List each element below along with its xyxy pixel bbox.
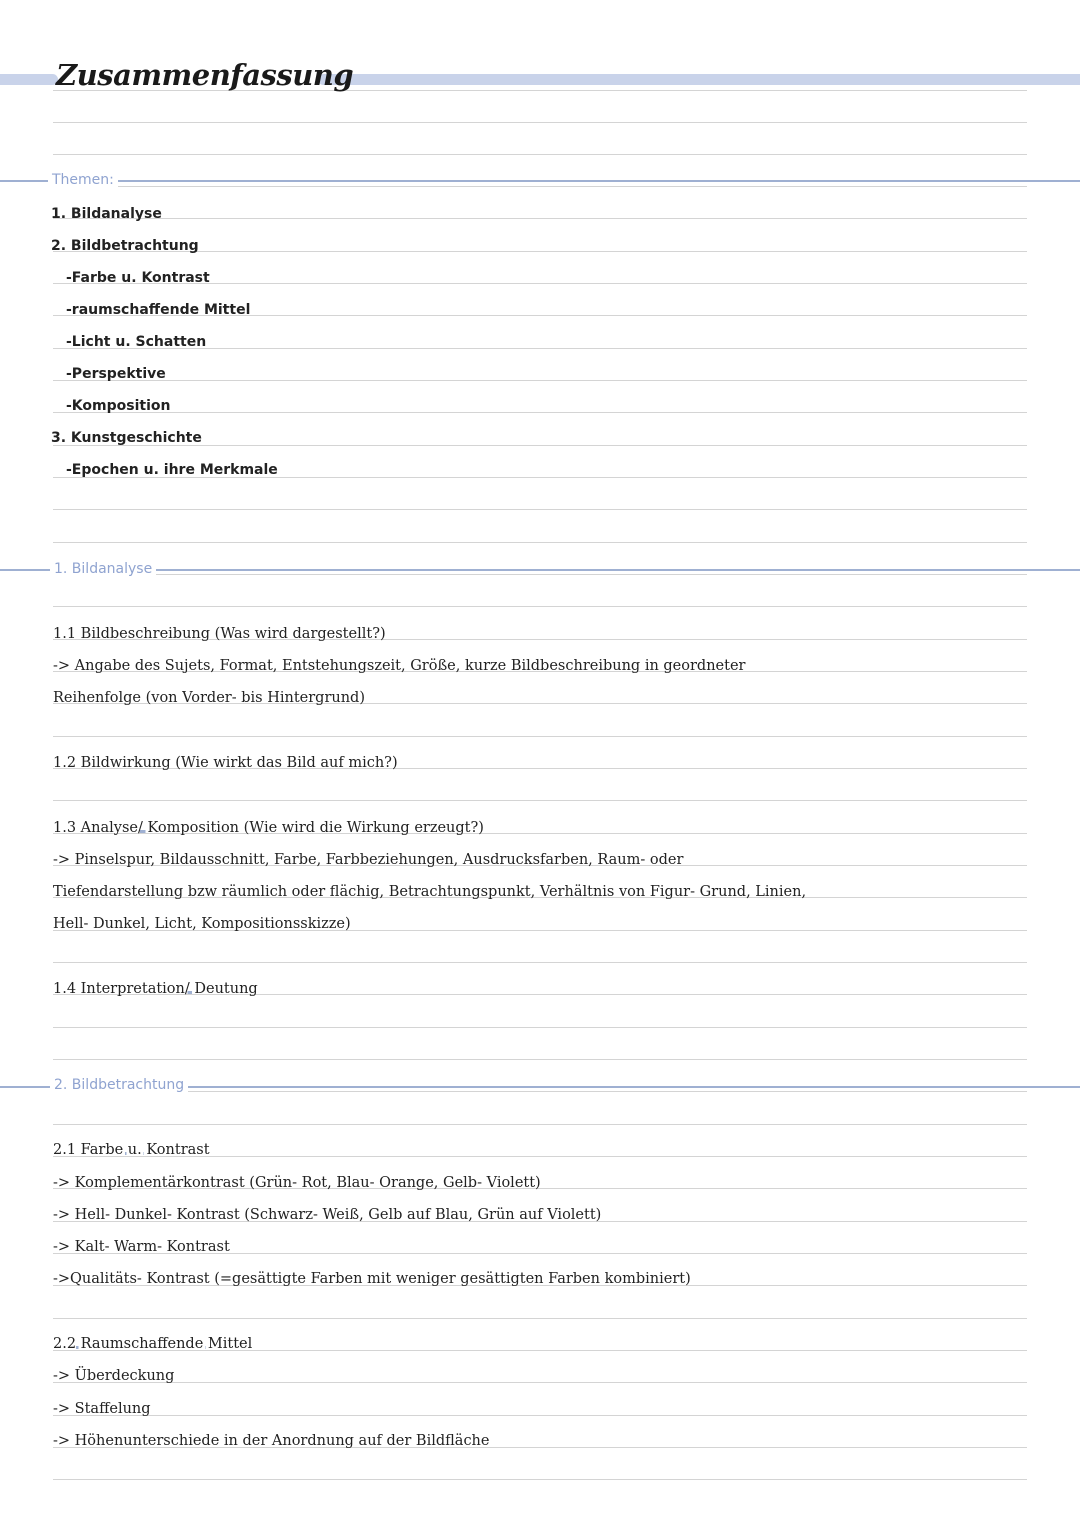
topic-item: 1. Bildanalyse [51, 206, 162, 222]
subsection-heading: 2.2 Raumschaffende Mittel [53, 1336, 253, 1352]
text-line: -> Pinselspur, Bildausschnitt, Farbe, Farbbeziehungen, Ausdrucksfarben, Raum- oder [53, 852, 684, 868]
subsection-heading: 2.1 Farbe u. Kontrast [53, 1142, 210, 1158]
topic-item: 2. Bildbetrachtung [51, 238, 199, 254]
text-line: -> Höhenunterschiede in der Anordnung auf der Bildfläche [53, 1433, 490, 1449]
themen-label: Themen: [48, 172, 118, 188]
title-bar-right [318, 74, 1080, 85]
text-line: -> Überdeckung [53, 1368, 175, 1384]
text-line: -> Angabe des Sujets, Format, Entstehungszeit, Größe, kurze Bildbeschreibung in geordneter [53, 658, 746, 674]
section-divider-themen [0, 180, 1080, 182]
text-line: -> Komplementärkontrast (Grün- Rot, Blau- Orange, Gelb- Violett) [53, 1175, 541, 1191]
topic-item: -raumschaffende Mittel [66, 302, 251, 318]
text-line: -> Staffelung [53, 1401, 151, 1417]
title-bar-left [0, 74, 58, 85]
subsection-heading: 1.4 Interpretation/ Deutung [53, 981, 258, 997]
text-line: Tiefendarstellung bzw räumlich oder flächig, Betrachtungspunkt, Verhältnis von Figur- Grund, Linien, [53, 884, 807, 900]
topic-item: 3. Kunstgeschichte [51, 430, 202, 446]
subsection-heading: 1.3 Analyse/ Komposition (Wie wird die Wirkung erzeugt?) [53, 820, 484, 836]
page-title: Zusammenfassung [56, 58, 354, 92]
section-divider-bildanalyse [0, 569, 1080, 571]
bildanalyse-heading: 1. Bildanalyse [50, 561, 156, 577]
subsection-heading: 1.2 Bildwirkung (Wie wirkt das Bild auf mich?) [53, 755, 398, 771]
text-line: Hell- Dunkel, Licht, Kompositionsskizze) [53, 916, 351, 932]
topic-item: -Komposition [66, 398, 171, 414]
topic-item: -Licht u. Schatten [66, 334, 207, 350]
bildbetrachtung-heading: 2. Bildbetrachtung [50, 1077, 188, 1093]
subsection-heading: 1.1 Bildbeschreibung (Was wird dargestellt?) [53, 626, 386, 642]
topic-item: -Epochen u. ihre Merkmale [66, 462, 278, 478]
text-line: ->Qualitäts- Kontrast (=gesättigte Farben mit weniger gesättigten Farben kombiniert) [53, 1271, 691, 1287]
text-line: -> Hell- Dunkel- Kontrast (Schwarz- Weiß, Gelb auf Blau, Grün auf Violett) [53, 1207, 602, 1223]
topic-item: -Farbe u. Kontrast [66, 270, 210, 286]
topic-item: -Perspektive [66, 366, 166, 382]
text-line: -> Kalt- Warm- Kontrast [53, 1239, 230, 1255]
text-line: Reihenfolge (von Vorder- bis Hintergrund) [53, 690, 365, 706]
